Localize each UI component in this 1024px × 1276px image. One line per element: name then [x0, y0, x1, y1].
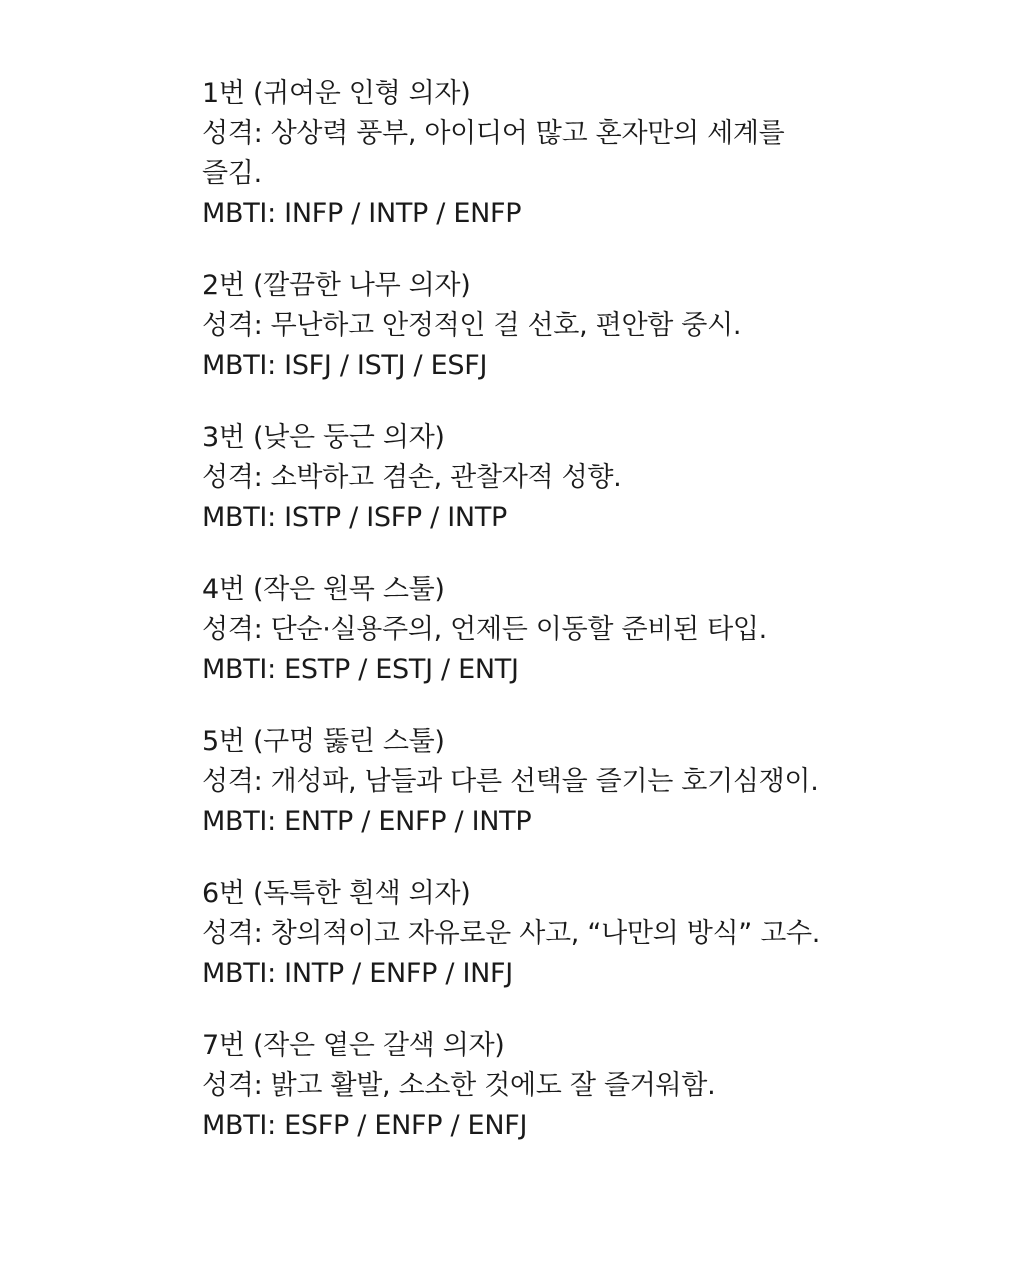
- entry-personality: 성격: 개성파, 남들과 다른 선택을 즐기는 호기심쟁이.: [202, 766, 819, 797]
- chair-entry-2: [176, 266, 852, 386]
- entry-mbti: MBTI: ISFJ / ISTJ / ESFJ: [202, 350, 488, 381]
- entry-title: 7번 (작은 옅은 갈색 의자): [202, 1030, 505, 1061]
- entry-title: 4번 (작은 원목 스툴): [202, 574, 445, 605]
- entry-title: 1번 (귀여운 인형 의자): [202, 78, 471, 109]
- entry-mbti: MBTI: ESFP / ENFP / ENFJ: [202, 1110, 528, 1141]
- entry-personality: 성격: 상상력 풍부, 아이디어 많고 혼자만의 세계를 즐김.: [202, 118, 785, 189]
- entry-personality: 성격: 무난하고 안정적인 걸 선호, 편안함 중시.: [202, 310, 742, 341]
- chair-entry-4: [176, 570, 852, 690]
- chair-personality-document: [176, 74, 852, 1178]
- entry-title: 5번 (구멍 뚫린 스툴): [202, 726, 445, 757]
- chair-entry-5: [176, 722, 852, 842]
- entry-mbti: MBTI: ENTP / ENFP / INTP: [202, 806, 532, 837]
- chair-entry-1: [176, 74, 852, 234]
- entry-mbti: MBTI: ESTP / ESTJ / ENTJ: [202, 654, 519, 685]
- entry-personality: 성격: 단순·실용주의, 언제든 이동할 준비된 타입.: [202, 614, 767, 645]
- chair-entry-6: [176, 874, 852, 994]
- entry-mbti: MBTI: INTP / ENFP / INFJ: [202, 958, 513, 989]
- chair-entry-3: [176, 418, 852, 538]
- entry-title: 3번 (낮은 둥근 의자): [202, 422, 445, 453]
- entry-personality: 성격: 소박하고 겸손, 관찰자적 성향.: [202, 462, 622, 493]
- chair-entry-7: [176, 1026, 852, 1146]
- entry-title: 6번 (독특한 흰색 의자): [202, 878, 471, 909]
- entry-mbti: MBTI: INFP / INTP / ENFP: [202, 198, 522, 229]
- entry-title: 2번 (깔끔한 나무 의자): [202, 270, 471, 301]
- entry-personality: 성격: 밝고 활발, 소소한 것에도 잘 즐거워함.: [202, 1070, 716, 1101]
- entry-personality: 성격: 창의적이고 자유로운 사고, “나만의 방식” 고수.: [202, 918, 821, 949]
- entry-mbti: MBTI: ISTP / ISFP / INTP: [202, 502, 508, 533]
